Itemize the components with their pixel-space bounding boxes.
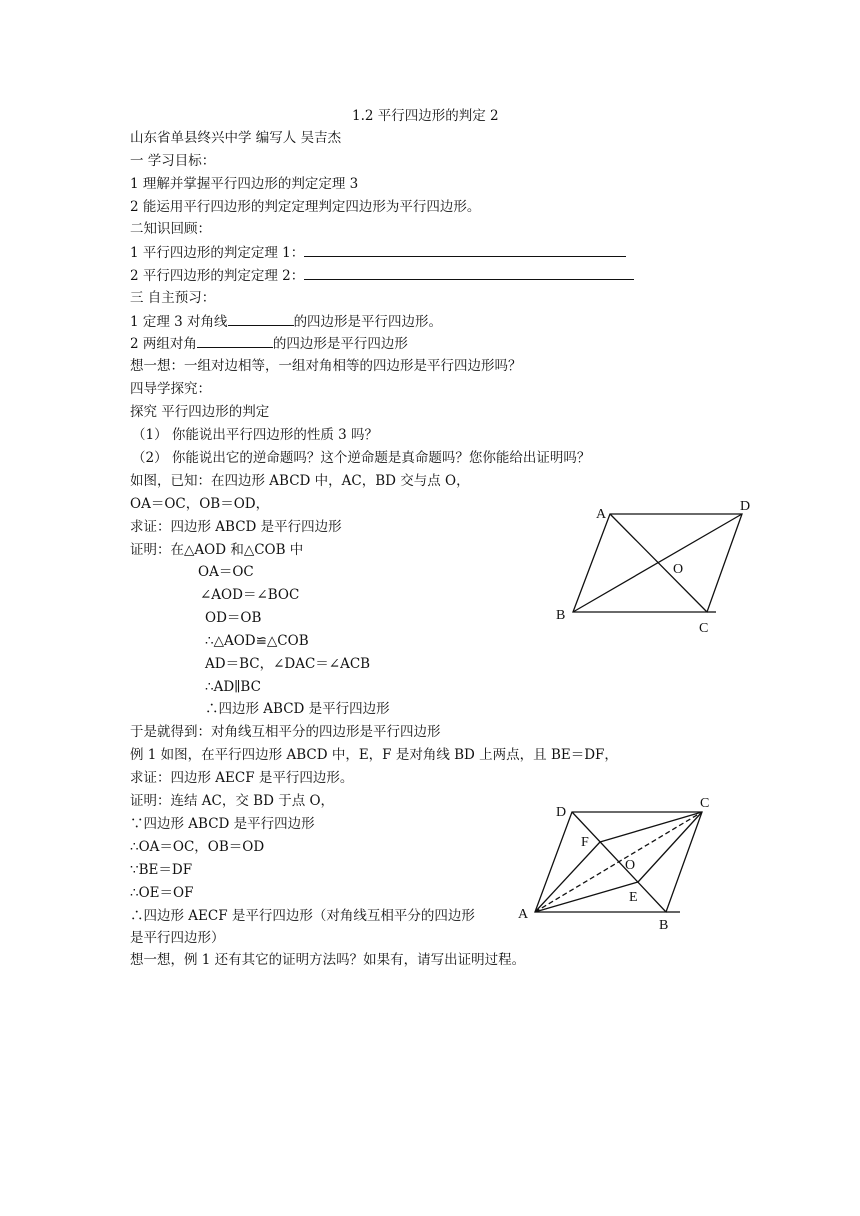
label-D: D: [740, 499, 751, 514]
label-C: C: [700, 796, 710, 811]
objective-2: 2 能运用平行四边形的判定定理判定四边形为平行四边形。: [130, 199, 481, 215]
label-O: O: [673, 562, 684, 577]
review-item-2-label: 2 平行四边形的判定定理 2：: [130, 268, 305, 284]
label-B: B: [659, 918, 669, 933]
preview-item-1-pre: 1 定理 3 对角线: [130, 314, 228, 330]
think-question-1: 想一想：一组对边相等，一组对角相等的四边形是平行四边形吗？: [130, 358, 522, 374]
proof-start: 证明：在△AOD 和△COB 中: [130, 542, 304, 558]
preview-item-2: [130, 333, 408, 354]
doc-title: 1.2 平行四边形的判定 2: [352, 108, 499, 124]
example-1-prove: 求证：四边形 AECF 是平行四边形。: [130, 770, 354, 786]
section-2-heading: 二知识回顾：: [130, 221, 211, 237]
example-proof-step: 证明：连结 AC，交 BD 于点 O，: [130, 793, 335, 809]
proof-step: ∠AOD＝∠BOC: [200, 587, 300, 603]
think-question-2: 想一想，例 1 还有其它的证明方法吗？如果有，请写出证明过程。: [130, 952, 526, 968]
section-1-heading: 一 学习目标：: [130, 153, 216, 169]
author-line: 山东省单县终兴中学 编写人 吴吉杰: [130, 130, 342, 146]
segment-af: [535, 842, 600, 912]
review-item-1: [130, 242, 626, 263]
label-D: D: [556, 805, 567, 820]
explore-title: 探究 平行四边形的判定: [130, 404, 270, 420]
example-proof-step: ∴四边形 AECF 是平行四边形（对角线互相平分的四边形: [130, 908, 475, 924]
proof-step: ∴四边形 ABCD 是平行四边形: [205, 701, 390, 717]
label-F: F: [581, 835, 589, 850]
preview-item-1: [130, 311, 442, 332]
segment-fc: [600, 812, 702, 842]
proof-step: OD＝OB: [205, 610, 262, 626]
preview-item-2-post: 的四边形是平行四边形: [272, 336, 408, 352]
proof-step: OA＝OC: [198, 564, 254, 580]
prove-statement: 求证：四边形 ABCD 是平行四边形: [130, 519, 342, 535]
segment-ae: [535, 882, 638, 912]
example-proof-step: ∴OA＝OC，OB＝OD: [130, 839, 265, 855]
given-line-2: OA＝OC，OB＝OD，: [130, 496, 270, 512]
diagonal-bd: [572, 812, 666, 912]
parallelogram-abcd: [535, 812, 702, 912]
label-C: C: [699, 621, 709, 636]
objective-1: 1 理解并掌握平行四边形的判定定理 3: [130, 176, 359, 192]
proof-step: ∴△AOD≌△COB: [205, 633, 309, 649]
answer-blank[interactable]: [304, 265, 634, 280]
review-item-2: [130, 265, 634, 286]
segment-ec: [638, 812, 702, 882]
example-proof-step: 是平行四边形）: [130, 930, 225, 946]
given-line-1: 如图，已知：在四边形 ABCD 中，AC，BD 交与点 O，: [130, 473, 470, 489]
section-4-heading: 四导学探究：: [130, 381, 211, 397]
diagonal-ac: [610, 514, 707, 612]
explore-question-1: （1） 你能说出平行四边形的性质 3 吗？: [132, 427, 379, 443]
label-A: A: [596, 507, 607, 522]
label-E: E: [629, 890, 638, 905]
conclusion: 于是就得到：对角线互相平分的四边形是平行四边形: [130, 724, 441, 740]
proof-step: AD＝BC，∠DAC＝∠ACB: [205, 656, 371, 672]
quadrilateral-abcd: [573, 514, 742, 612]
preview-item-2-pre: 2 两组对角: [130, 336, 197, 352]
review-item-1-label: 1 平行四边形的判定定理 1：: [130, 245, 305, 261]
proof-step: ∴AD∥BC: [205, 679, 261, 695]
preview-item-1-post: 的四边形是平行四边形。: [293, 314, 443, 330]
section-3-heading: 三 自主预习：: [130, 290, 216, 306]
diagonal-ac: [535, 812, 702, 912]
answer-blank[interactable]: [228, 311, 294, 326]
answer-blank[interactable]: [304, 242, 626, 257]
diagonal-bd: [573, 514, 742, 612]
example-proof-step: ∵BE＝DF: [130, 862, 193, 878]
example-proof-step: ∵四边形 ABCD 是平行四边形: [130, 816, 315, 832]
explore-question-2: （2） 你能说出它的逆命题吗？这个逆命题是真命题吗？您你能给出证明吗？: [132, 450, 591, 466]
answer-blank[interactable]: [197, 333, 273, 348]
label-B: B: [556, 608, 566, 623]
example-1-statement: 例 1 如图，在平行四边形 ABCD 中，E，F 是对角线 BD 上两点，且 BE＝DF，: [130, 747, 618, 763]
label-A: A: [518, 907, 529, 922]
label-O: O: [625, 858, 636, 873]
example-proof-step: ∴OE＝OF: [130, 885, 194, 901]
